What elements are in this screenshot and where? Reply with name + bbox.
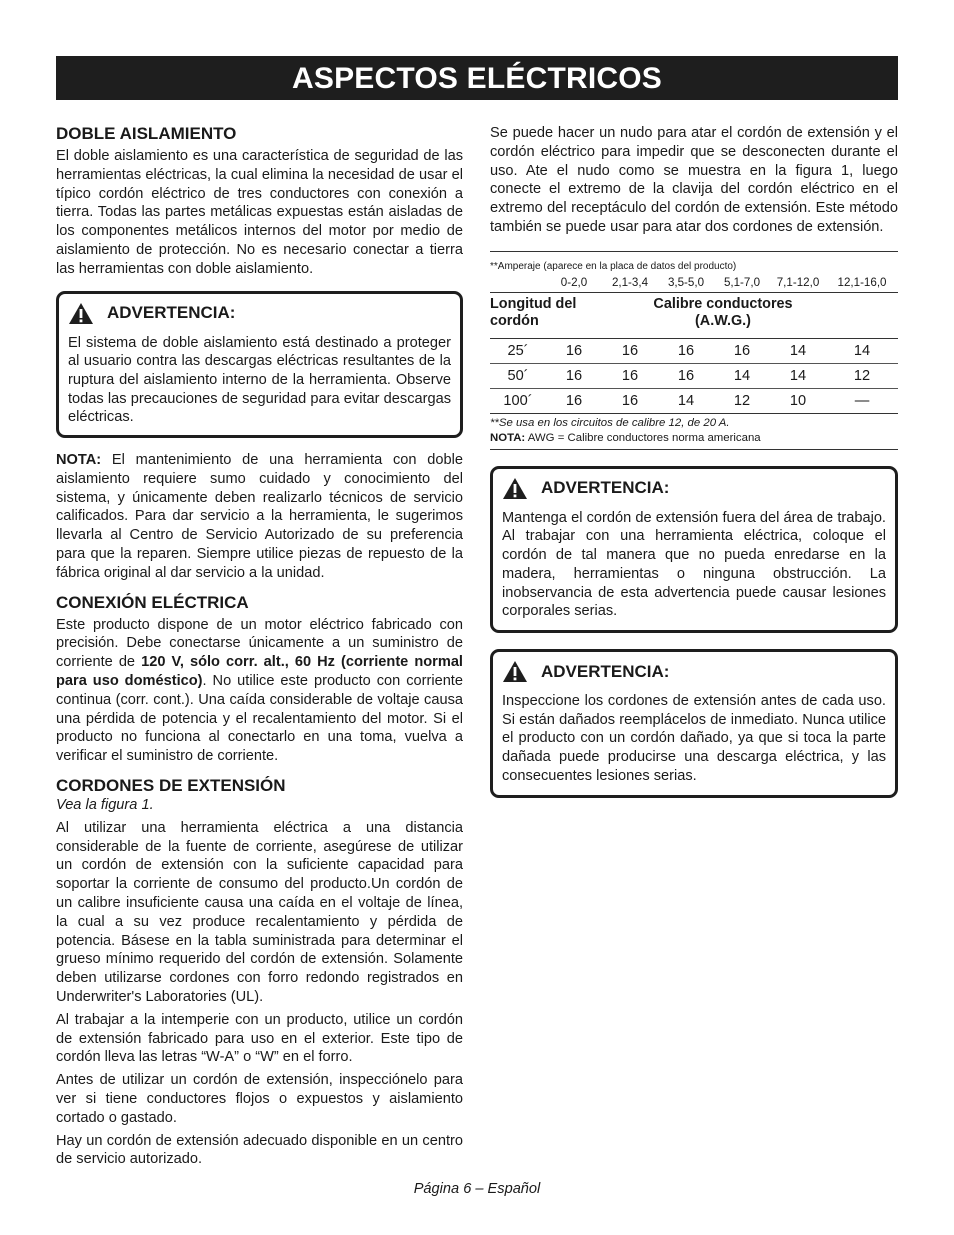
nota-text: El mantenimiento de una herramienta con doble aislamiento requiere sumo cuidado y conocimiento del sistema, y únicamente deben realizarlo técnicos de servicio calificados. Para dar servicio a la herramienta, le sugerimos llevarla al Centro de Servicio Autorizado de su preferencia para que la reparen. Siempre utilice piezas de repuesto de la fábrica original al dar servicio a la unidad. — [56, 452, 463, 581]
warning-box-work-area — [490, 466, 898, 633]
gauge-header: Calibre conductores (A.W.G.) — [653, 295, 793, 329]
conexion-electrica-heading: CONEXIÓN ELÉCTRICA — [56, 592, 249, 612]
circuit-footnote: **Se usa en los circuitos de calibre 12, de 20 A. — [490, 416, 730, 429]
cordones-heading: CORDONES DE EXTENSIÓN — [56, 776, 286, 796]
gauge-cell: 16 — [621, 367, 639, 384]
table-row — [490, 339, 898, 364]
amp-cell: 12,1-16,0 — [837, 275, 887, 289]
gauge-cell: 16 — [565, 392, 583, 409]
warning-box-inspect-cords — [490, 649, 898, 798]
gauge-cell: 16 — [677, 342, 695, 359]
nota-paragraph — [56, 451, 463, 583]
gauge-cell: 14 — [853, 342, 871, 359]
right-column — [490, 124, 898, 798]
section-banner: ASPECTOS ELÉCTRICOS — [56, 56, 898, 100]
cordones-paragraph-3: Antes de utilizar un cordón de extensión, inspecciónelo para ver si tiene conductores flojos o expuestos y aislamiento cortado o gastado. — [56, 1072, 463, 1126]
table-row — [490, 389, 898, 414]
gauge-cell: 16 — [565, 342, 583, 359]
gauge-cell: 14 — [733, 367, 751, 384]
warning-text: El sistema de doble aislamiento está destinado a proteger al usuario contra las descargas eléctricas resultantes de la ruptura del aislamiento interno de la herramienta. Observe todas las precauciones de seguridad para evitar descargas eléctricas. — [68, 334, 451, 426]
warning-title: ADVERTENCIA: — [541, 478, 670, 498]
awg-note-label: NOTA: — [490, 431, 526, 444]
length-header: Longitud del cordón — [490, 295, 577, 329]
warning-triangle-icon — [502, 477, 528, 500]
amp-cell: 7,1-12,0 — [776, 275, 820, 289]
gauge-cell: 10 — [789, 392, 807, 409]
warning-text: Inspeccione los cordones de extensión antes de cada uso. Si están dañados reemplácelos de inmediato. Nunca utilice el producto con un cordón dañado, ya que si toca la parte dañada puede producirse una descarga eléctrica, y las consecuentes lesiones serias. — [502, 693, 886, 784]
gauge-cell: 14 — [789, 367, 807, 384]
warning-title: ADVERTENCIA: — [107, 303, 236, 323]
gauge-cell: 16 — [621, 392, 639, 409]
length-cell: 50´ — [507, 367, 529, 384]
warning-text: Mantenga el cordón de extensión fuera del área de trabajo. Al trabajar con una herramienta eléctrica, coloque el cordón de tal manera que no pueda enredarse en la madera, herramientas o ninguna obstrucción. La inobservancia de esta advertencia puede causar lesiones corporales serias. — [502, 509, 886, 620]
warning-header — [502, 477, 886, 500]
doble-aislamiento-heading: DOBLE AISLAMIENTO — [56, 124, 237, 143]
left-column — [56, 124, 463, 1169]
length-cell: 25´ — [507, 342, 529, 359]
amp-cell: 0-2,0 — [560, 275, 588, 289]
amp-cell: 3,5-5,0 — [667, 275, 705, 289]
conexion-electrica-text — [56, 616, 463, 766]
gauge-cell: 16 — [621, 342, 639, 359]
amp-cell: 5,1-7,0 — [723, 275, 761, 289]
gauge-cell: 14 — [789, 342, 807, 359]
warning-triangle-icon — [68, 302, 94, 325]
amperage-row — [490, 273, 898, 293]
warning-header — [68, 302, 451, 325]
awg-note — [490, 431, 898, 446]
table-footnotes — [490, 414, 898, 449]
warning-header — [502, 660, 886, 683]
cordones-paragraph-4: Hay un cordón de extensión adecuado disponible en un centro de servicio autorizado. — [56, 1132, 463, 1168]
table-row — [490, 364, 898, 389]
length-cell: 100´ — [503, 392, 533, 409]
amperage-note: **Amperaje (aparece en la placa de datos del producto) — [490, 260, 737, 272]
gauge-cell: 16 — [565, 367, 583, 384]
nota-label: NOTA: — [56, 452, 102, 469]
gauge-cell: 16 — [733, 342, 751, 359]
nudo-paragraph: Se puede hacer un nudo para atar el cordón de extensión y el cordón eléctrico para impedir que se desconecten durante el uso. Ate el nudo como se muestra en la figura 1, luego conecte el extremo de la clavija del cordón eléctrico en el extremo del receptáculo del cordón de extensión. Este método también se puede usar para atar dos cordones de extensión. — [490, 125, 898, 235]
table-header-row — [490, 293, 898, 339]
figure-reference: Vea la figura 1. — [56, 797, 154, 814]
voltage-spec: 120 V, sólo corr. alt., 60 Hz (corriente normal para uso doméstico) — [56, 654, 463, 690]
cordones-paragraph-2: Al trabajar a la intemperie con un producto, utilice un cordón de extensión fabricado para uso en el exterior. Este tipo de cordón lleva las letras “W-A” o “W” en el forro. — [56, 1011, 463, 1066]
warning-title: ADVERTENCIA: — [541, 661, 670, 681]
gauge-cell: 16 — [677, 367, 695, 384]
amp-cell: 2,1-3,4 — [611, 275, 649, 289]
gauge-cell: 12 — [853, 367, 871, 384]
warning-triangle-icon — [502, 660, 528, 683]
warning-box-double-insulation — [56, 291, 463, 439]
gauge-cell: — — [854, 392, 870, 409]
doble-aislamiento-text: El doble aislamiento es una característica de seguridad de las herramientas eléctricas, la cual elimina la necesidad de usar el típico cordón eléctrico de tres conductores con conexión a tierra. Todas las partes metálicas expuestas están aisladas de los componentes metálicos internos del motor por medio de aislamiento de protección. No es necesario conectar a tierra las herramientas con doble aislamiento. — [56, 148, 463, 277]
conexion-text-a: Este producto dispone de un motor eléctrico fabricado con precisión. Debe conectarse únicamente a un suministro de corriente de — [56, 616, 463, 671]
page-footer: Página 6 – Español — [413, 1181, 541, 1197]
awg-note-text: AWG = Calibre conductores norma americana — [525, 431, 761, 444]
conexion-text-b: . No utilice este producto con corriente continua (corr. cont.). Una caída considerable de voltaje causa una pérdida de potencia y el recalentamiento del motor. Si el producto no funciona al conectarlo en una toma, vuelva a verificar el suministro de corriente. — [56, 673, 463, 765]
gauge-cell: 12 — [733, 392, 751, 409]
extension-cord-table — [490, 251, 898, 450]
cordones-paragraph-1: Al utilizar una herramienta eléctrica a una distancia considerable de la fuente de corriente, asegúrese de utilizar un cordón de extensión con la suficiente capacidad para soportar la corriente de consumo del producto.Un cordón de un calibre insuficiente causa una caída en el voltaje de línea, la cual a su vez produce recalentamiento y pérdida de potencia. Básese en la tabla suministrada para determinar el grueso mínimo requerido del cordón de extensión. Solamente deben utilizarse cordones con forro redondo registrados en Underwriter's Laboratories (UL). — [56, 819, 463, 1006]
gauge-cell: 14 — [677, 392, 695, 409]
